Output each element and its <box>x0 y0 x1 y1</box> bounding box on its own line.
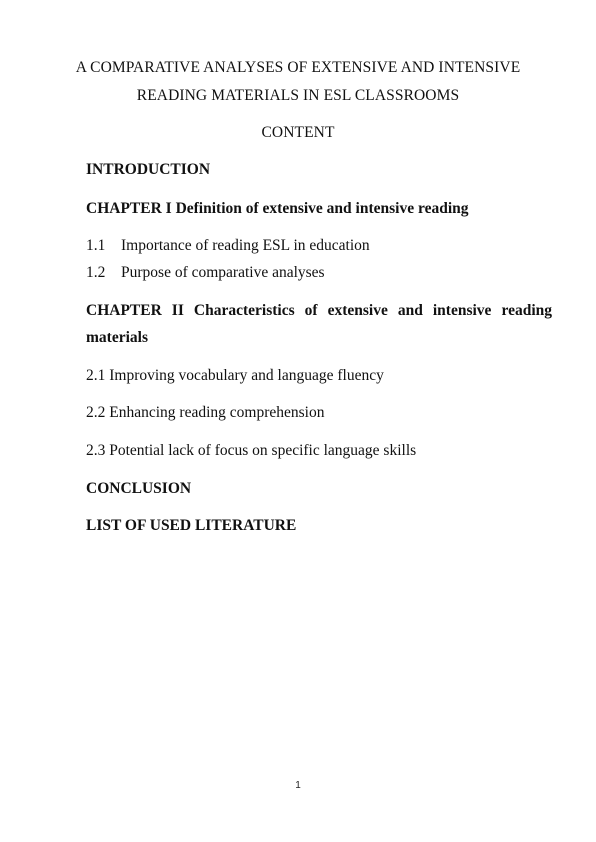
toc-chapter-2-heading-line-1: CHAPTER II Characteristics of extensive and intensive reading <box>86 302 552 319</box>
toc-item-number: 1.2 <box>86 264 106 281</box>
toc-item-number: 1.1 <box>86 237 106 254</box>
toc-conclusion: CONCLUSION <box>86 480 192 497</box>
page-number: 1 <box>295 780 301 791</box>
toc-item-2-3: 2.3 Potential lack of focus on specific language skills <box>86 442 417 459</box>
document-title-line-1: A COMPARATIVE ANALYSES OF EXTENSIVE AND INTENSIVE <box>75 59 521 76</box>
toc-item-2-2: 2.2 Enhancing reading comprehension <box>86 404 325 421</box>
toc-chapter-2-heading-line-2: materials <box>86 329 148 346</box>
toc-item-label: Purpose of comparative analyses <box>121 264 325 281</box>
toc-item-2-1: 2.1 Improving vocabulary and language fluency <box>86 367 384 384</box>
toc-literature: LIST OF USED LITERATURE <box>86 517 297 534</box>
toc-item-1-2 <box>86 263 325 283</box>
content-heading: CONTENT <box>261 124 335 141</box>
toc-introduction: INTRODUCTION <box>86 161 211 178</box>
document-title-line-2: READING MATERIALS IN ESL CLASSROOMS <box>136 87 460 104</box>
toc-item-1-1 <box>86 236 370 256</box>
toc-item-label: Importance of reading ESL in education <box>121 237 370 254</box>
toc-chapter-1-heading: CHAPTER I Definition of extensive and intensive reading <box>86 200 469 217</box>
